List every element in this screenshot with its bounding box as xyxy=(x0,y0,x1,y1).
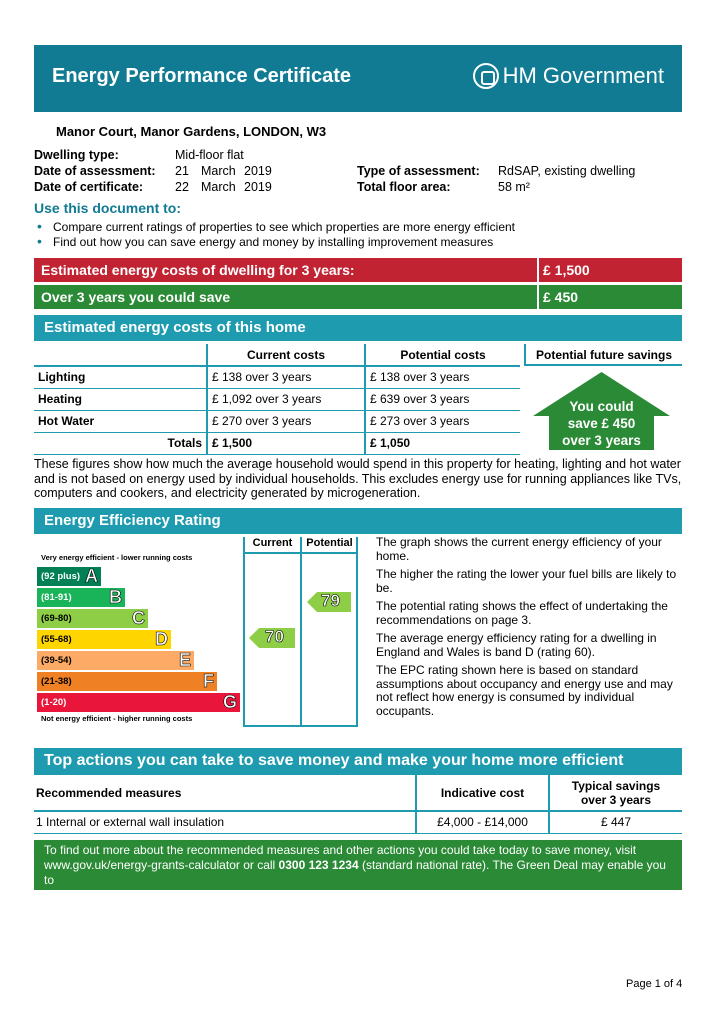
header-line: over 3 years xyxy=(580,792,652,807)
rating-band-d xyxy=(37,630,171,649)
table-header: Indicative cost xyxy=(416,775,549,811)
row-label: Hot Water xyxy=(34,410,207,432)
rating-grid-line xyxy=(243,537,245,727)
measure-name: 1 Internal or external wall insulation xyxy=(34,811,416,833)
table-header: Recommended measures xyxy=(34,775,416,811)
date-assessment-month: March xyxy=(201,164,236,178)
future-savings-text xyxy=(533,398,670,449)
table-header xyxy=(549,775,682,811)
current-cost: £ 1,092 over 3 years xyxy=(207,388,365,410)
rating-band-a xyxy=(37,567,101,586)
bar-divider xyxy=(537,258,539,282)
band-letter: C xyxy=(132,608,145,628)
rating-paragraph: The EPC rating shown here is based on standard assumptions about occupancy and energy use and may not reflect how energy is consumed by individual occupants. xyxy=(376,663,673,718)
list-item: • Compare current ratings of properties to see which properties are more energy efficient xyxy=(37,220,515,235)
use-document-title: Use this document to: xyxy=(34,200,182,216)
dwelling-type-label: Dwelling type: xyxy=(34,148,119,162)
estimated-costs-bar xyxy=(34,258,682,282)
savings-line: You could xyxy=(569,399,634,414)
totals-label: Totals xyxy=(34,432,207,454)
band-letter: E xyxy=(178,650,191,670)
estimated-costs-value: £ 1,500 xyxy=(543,262,590,278)
row-label: Heating xyxy=(34,388,207,410)
rating-band-c xyxy=(37,609,148,628)
inefficient-label: Not energy efficient - higher running costs xyxy=(41,714,193,723)
floor-area-value: 58 m² xyxy=(498,180,530,194)
dwelling-type-value: Mid-floor flat xyxy=(175,148,244,162)
measure-savings: £ 447 xyxy=(549,811,682,833)
current-cost: £ 138 over 3 years xyxy=(207,366,365,388)
rating-grid-line xyxy=(300,537,302,727)
savings-line: over 3 years xyxy=(562,433,641,448)
certificate-title: Energy Performance Certificate xyxy=(52,65,352,87)
rating-band-g xyxy=(37,693,240,712)
rating-grid-line xyxy=(243,725,358,727)
current-cost: £ 270 over 3 years xyxy=(207,410,365,432)
band-range: (21-38) xyxy=(41,676,72,687)
savings-value: £ 450 xyxy=(543,289,579,305)
rating-section-title: Energy Efficiency Rating xyxy=(44,512,221,529)
costs-section-header xyxy=(34,315,682,341)
efficient-label: Very energy efficient - lower running costs xyxy=(41,553,193,562)
table-header-row xyxy=(34,775,682,811)
band-letter: B xyxy=(109,587,122,607)
info-line: make your home warmer and cheaper to run. xyxy=(44,888,285,902)
bar-divider xyxy=(537,285,539,309)
rating-paragraph: The higher the rating the lower your fuel bills are likely to be. xyxy=(376,567,677,595)
row-label: Lighting xyxy=(34,366,207,388)
total-current: £ 1,500 xyxy=(207,432,365,454)
estimated-costs-label: Estimated energy costs of dwelling for 3 years: xyxy=(41,262,355,278)
actions-section-title: Top actions you can take to save money and make your home more efficient xyxy=(44,752,624,769)
table-header: Current costs xyxy=(207,344,365,366)
rating-paragraph: The graph shows the current energy efficiency of your home. xyxy=(376,535,662,563)
table-row xyxy=(34,811,682,833)
band-range: (92 plus) xyxy=(41,571,81,582)
rating-band-e xyxy=(37,651,194,670)
totals-row xyxy=(34,432,520,454)
info-line xyxy=(44,858,672,888)
rating-band-f xyxy=(37,672,217,691)
date-certificate-day: 22 xyxy=(175,180,189,194)
info-text: (standard national rate). The Green Deal may enable you to xyxy=(44,858,666,887)
rating-grid-line xyxy=(243,552,358,554)
crest-icon xyxy=(473,63,499,89)
date-certificate-month: March xyxy=(201,180,236,194)
hm-government-text: HM Government xyxy=(502,63,664,88)
list-item: • Find out how you can save energy and money by installing improvement measures xyxy=(37,235,515,250)
costs-section-title: Estimated energy costs of this home xyxy=(44,319,306,336)
table-row xyxy=(34,410,520,432)
measure-cost: £4,000 - £14,000 xyxy=(416,811,549,833)
band-range: (1-20) xyxy=(41,697,67,708)
rating-description xyxy=(376,536,684,723)
potential-rating-value: 79 xyxy=(321,591,340,611)
actions-section-header xyxy=(34,748,682,775)
band-letter: F xyxy=(203,671,214,691)
potential-cost: £ 138 over 3 years xyxy=(365,366,520,388)
rating-paragraph: The average energy efficiency rating for a dwelling in England and Wales is band D (rating 60). xyxy=(376,631,657,659)
total-potential: £ 1,050 xyxy=(365,432,520,454)
band-range: (55-68) xyxy=(41,634,72,645)
use-document-list xyxy=(37,220,515,250)
table-row xyxy=(34,388,520,410)
potential-cost: £ 273 over 3 years xyxy=(365,410,520,432)
type-assessment-value: RdSAP, existing dwelling xyxy=(498,164,636,178)
hm-government-logo xyxy=(473,63,664,89)
type-assessment-label: Type of assessment: xyxy=(357,164,480,178)
band-letter: G xyxy=(222,692,237,712)
band-range: (69-80) xyxy=(41,613,72,624)
potential-column-header: Potential xyxy=(306,537,353,549)
rating-section-header xyxy=(34,508,682,534)
actions-table xyxy=(34,775,682,834)
band-letter: D xyxy=(155,629,168,649)
table-header xyxy=(34,344,207,366)
date-assessment-label: Date of assessment: xyxy=(34,164,156,178)
phone-number: 0300 123 1234 xyxy=(278,858,359,872)
current-column-header: Current xyxy=(252,537,293,549)
floor-area-label: Total floor area: xyxy=(357,180,451,194)
date-assessment-day: 21 xyxy=(175,164,189,178)
savings-bar xyxy=(34,285,682,309)
date-certificate-year: 2019 xyxy=(244,180,272,194)
table-header-row xyxy=(34,344,520,366)
future-savings-header: Potential future savings xyxy=(524,344,682,366)
potential-cost: £ 639 over 3 years xyxy=(365,388,520,410)
rating-paragraph: The potential rating shows the effect of undertaking the recommendations on page 3. xyxy=(376,599,668,627)
green-deal-info xyxy=(34,840,682,902)
band-range: (39-54) xyxy=(41,655,72,666)
band-letter: A xyxy=(85,566,98,586)
property-address: Manor Court, Manor Gardens, LONDON, W3 xyxy=(56,124,327,139)
rating-grid-line xyxy=(356,537,358,727)
table-header: Potential costs xyxy=(365,344,520,366)
certificate-header xyxy=(34,45,682,112)
header-line: Typical savings xyxy=(571,778,661,793)
info-line: To find out more about the recommended measures and other actions you could take today to save money, visit xyxy=(44,843,637,857)
table-row xyxy=(34,366,520,388)
band-range: (81-91) xyxy=(41,592,72,603)
current-rating-value: 70 xyxy=(265,627,284,646)
date-assessment-year: 2019 xyxy=(244,164,272,178)
savings-label: Over 3 years you could save xyxy=(41,289,231,305)
page-number: Page 1 of 4 xyxy=(626,978,683,990)
rating-band-b xyxy=(37,588,125,607)
costs-explanation: These figures show how much the average household would spend in this property for heating, lighting and hot water and is not based on energy used by individual households. This excludes energy use for running appliances like TVs, computers and cookers, and electricity generated by microgeneration. xyxy=(34,457,682,500)
info-link-text: www.gov.uk/energy-grants-calculator or call xyxy=(44,858,279,872)
savings-line: save £ 450 xyxy=(567,416,636,431)
costs-table xyxy=(34,344,520,455)
date-certificate-label: Date of certificate: xyxy=(34,180,144,194)
